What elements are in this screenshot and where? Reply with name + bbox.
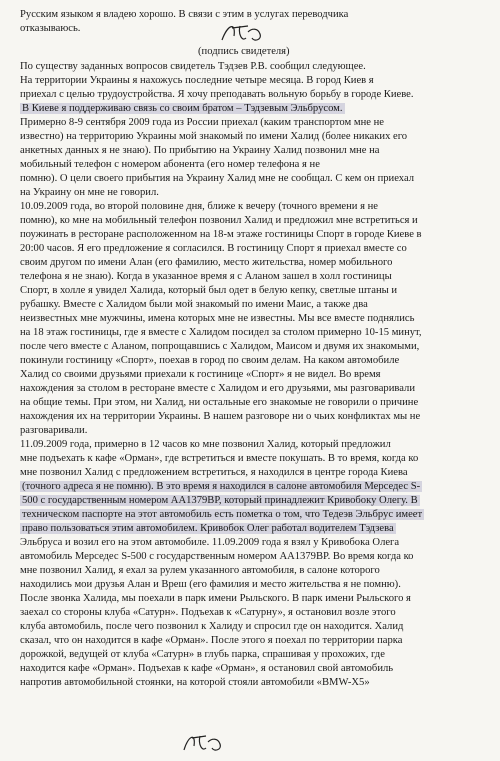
text-line: Примерно 8-9 сентября 2009 года из России приехал (каким транспортом мне не	[20, 117, 384, 128]
highlighted-text: техническом паспорте на этот автомобиль есть пометка о том, что Тедеэв Эльбрус имеет	[22, 509, 423, 520]
text-line: мобильный телефон с номером абонента (его номер телефона я не	[20, 159, 320, 170]
text-line: 20:00 часов. Я его предложение я согласился. В гостиницу Спорт я приехал вместе со	[20, 243, 407, 254]
text-line: телефона я не знаю). Когда в указанное время я с Аланом зашел в холл гостиницы	[20, 271, 392, 282]
text-line: помню), ко мне на мобильный телефон позвонил Халид и предложил мне встретиться и	[20, 215, 418, 226]
text-line: нахождения их на территории Украины. В нашем разговоре ни о чьих конфликтах мы не	[20, 411, 421, 422]
text-line	[20, 494, 480, 508]
text-line: на 18 этаж гостиницы, где я вместе с Халидом посидел за столом примерно 10-15 минут,	[20, 327, 422, 338]
text-line: после чего вместе с Аланом, попрощавшись с Халидом, Маисом и двумя их знакомыми,	[20, 341, 420, 352]
text-line: После звонка Халида, мы поехали в парк имени Рыльского. В парк имени Рыльского я	[20, 593, 411, 604]
text-line: на Украину он мне не говорил.	[20, 187, 159, 198]
text-line: заехал со стороны клуба «Сатурн». Подъехав к «Сатурну», я остановил возле этого	[20, 607, 396, 618]
text-line	[20, 102, 480, 116]
text-line: приехал с целью трудоустройства. Я хочу преподавать вольную борьбу в городе Киеве.	[20, 89, 414, 100]
text-line: покинули гостиницу «Спорт», поехав в город по своим делам. На каком автомобиле	[20, 355, 400, 366]
text-line: 11.09.2009 года, примерно в 12 часов ко мне позвонил Халид, который предложил	[20, 439, 391, 450]
text-line: Эльбруса и возил его на этом автомобиле. 11.09.2009 года я взял у Кривобока Олега	[20, 537, 400, 548]
text-line: рубашку. Вместе с Халидом были мой знакомый по имени Маис, а также два	[20, 299, 368, 310]
highlighted-text: 500 с государственным номером АА1379ВР, который принадлежит Кривобоку Олегу. В	[22, 495, 418, 506]
text-line: На территории Украины я нахожусь последние четыре месяца. В город Киев я	[20, 75, 374, 86]
text-line: 10.09.2009 года, во второй половине дня, ближе к вечеру (точного времени я не	[20, 201, 378, 212]
text-line: своим другом по имени Алан (его фамилию, место жительства, номер мобильного	[20, 257, 393, 268]
highlighted-text: (точного адреса я не помню). В это время я находился в салоне автомобиля Мерседес S-	[22, 481, 421, 492]
text-line: клуба автомобиль, после чего позвонил к Халиду и спросил где он находится. Халид	[20, 621, 404, 632]
highlighted-text: право пользоваться этим автомобилем. Кривобок Олег работал водителем Тэдзева	[22, 523, 394, 534]
text-line: нахождения за столом в ресторане вместе с Халидом и его друзьями, мы разговаривали	[20, 383, 415, 394]
text-line: разговаривали.	[20, 425, 88, 436]
signature-caption: (подпись свидетеля)	[198, 46, 290, 57]
intro-line-1: Русским языком я владею хорошо. В связи с этим в услугах переводчика	[20, 9, 349, 20]
text-line: напротив автомобильной стоянки, на которой стояли автомобили «BMW-X5»	[20, 677, 370, 688]
text-line: неизвестных мне мужчины, имена которых мне не известны. Мы все вместе поднялись	[20, 313, 415, 324]
text-line: По существу заданных вопросов свидетель Тэдзев Р.В. сообщил следующее.	[20, 61, 366, 72]
text-line	[20, 480, 480, 494]
text-line	[20, 522, 480, 536]
text-line: мне позвонил Халид, я ехал за рулем указанного автомобиля, в салоне которого	[20, 565, 380, 576]
text-line: поужинать в ресторане расположенном на 18-м этаже гостиницы Спорт в городе Киеве в	[20, 229, 422, 240]
text-line: Спорт, в холле я увидел Халида, который был одет в белую кепку, светлые штаны и	[20, 285, 398, 296]
text-line: мне подъехать к кафе «Орман», где встретиться и вместе покушать. В то время, когда ко	[20, 453, 419, 464]
text-line: Халид со своими друзьями приехали к гостинице «Спорт» я не видел. Во время	[20, 369, 381, 380]
text-line: мне позвонил Халид с предложением встретиться, я находился в центре города Киева	[20, 467, 408, 478]
text-line: анкетных данных я не знаю). По прибытию на Украину Халид позвонил мне на	[20, 145, 380, 156]
text-line: находились мои друзья Алан и Вреш (его фамилия и место жительства я не помню).	[20, 579, 401, 590]
text-line: сказал, что он находится в кафе «Орман». После этого я поехал по территории парка	[20, 635, 403, 646]
bottom-signature	[180, 726, 228, 756]
text-line: помню). О цели своего прибытия на Украину Халид мне не сообщал. С кем он приехал	[20, 173, 415, 184]
intro-line-2: отказываюсь.	[20, 23, 81, 34]
text-line: на общие темы. При этом, ни Халид, ни остальные его знакомые не говорили о причине	[20, 397, 419, 408]
text-line	[20, 508, 480, 522]
text-line: автомобиль Мерседес S-500 с государственным номером АА1379ВР. Во время когда ко	[20, 551, 414, 562]
text-line: известно) на территорию Украины мой знакомый по имени Халид (более никаких его	[20, 131, 408, 142]
witness-signature	[218, 18, 266, 48]
text-line: дорожкой, ведущей от клуба «Сатурн» в глубь парка, спрашивая у прохожих, где	[20, 649, 385, 660]
highlighted-text: В Киеве я поддерживаю связь со своим братом – Тэдзевым Эльбрусом.	[22, 103, 343, 114]
text-line: находится кафе «Орман». Подъехав к кафе «Орман», я остановил свой автомобиль	[20, 663, 394, 674]
